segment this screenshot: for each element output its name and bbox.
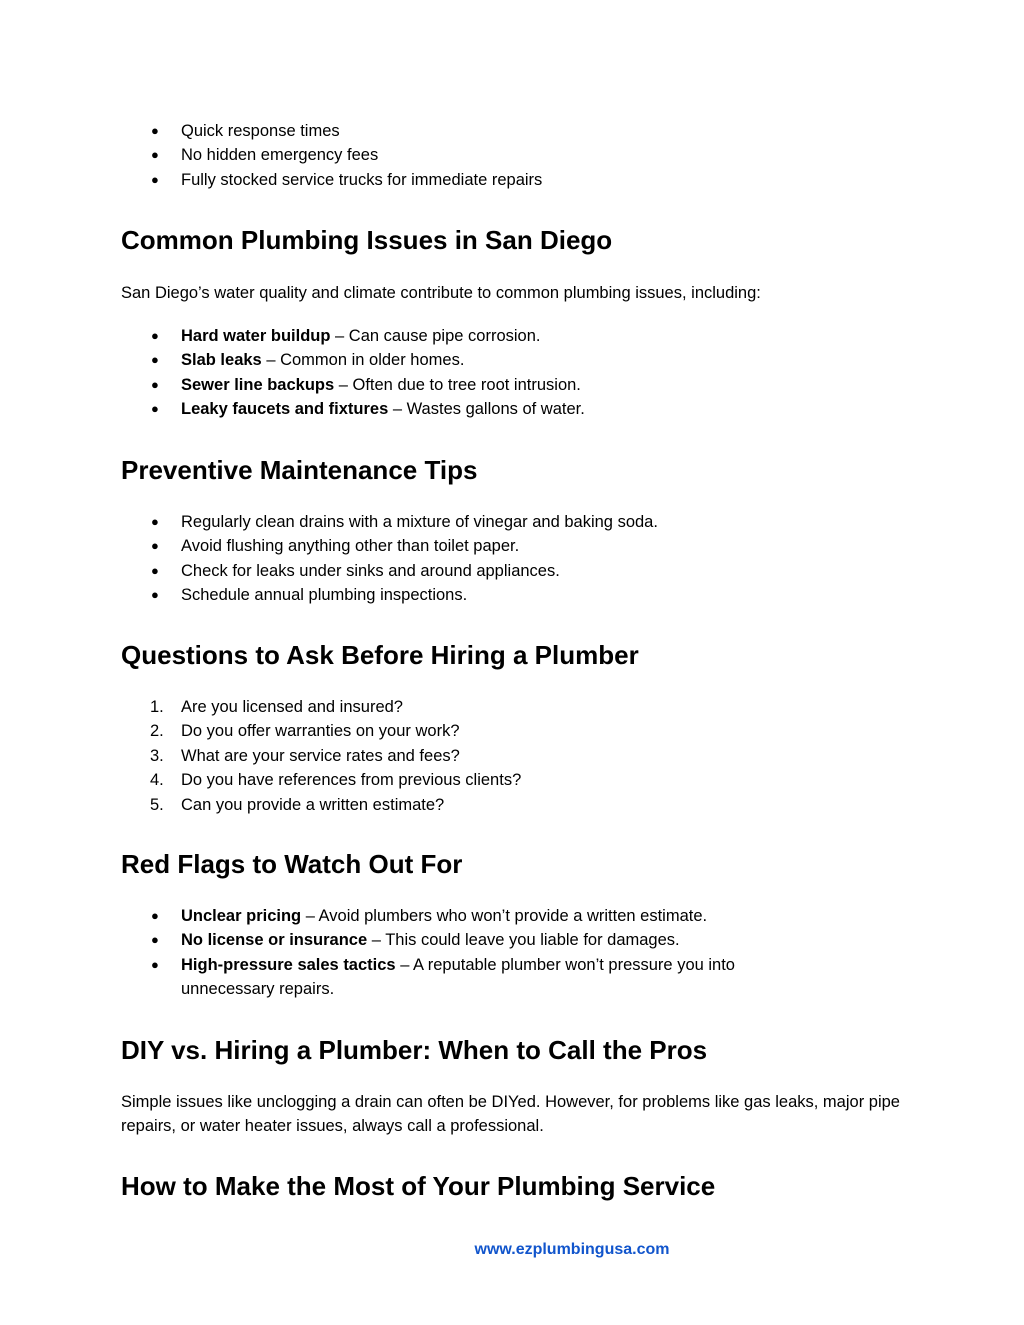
list-item — [0, 744, 831, 768]
list-item-text: Are you licensed and insured? — [181, 698, 403, 716]
list-item-text: Check for leaks under sinks and around appliances. — [181, 561, 560, 580]
list-item-text: – This could leave you liable for damages. — [367, 931, 680, 950]
list-item — [0, 143, 831, 167]
bullet-icon: ● — [151, 328, 159, 343]
list-item-text: What are your service rates and fees? — [181, 746, 460, 765]
diy-paragraph: Simple issues like unclogging a drain can often be DIYed. However, for problems like gas leaks, major pipe repairs, or water heater issues, always call a professional. — [121, 1093, 900, 1136]
bullet-icon: ● — [151, 352, 159, 368]
section-heading-make-most: How to Make the Most of Your Plumbing Service — [121, 1171, 716, 1201]
list-item — [0, 119, 831, 143]
section-heading-maintenance: Preventive Maintenance Tips — [121, 455, 478, 485]
list-item — [0, 348, 831, 372]
list-item — [0, 719, 831, 743]
list-number: 2. — [150, 722, 164, 741]
list-item-text: No hidden emergency fees — [181, 146, 379, 165]
list-item-term: Leaky faucets and fixtures — [181, 400, 389, 419]
list-item-text: – Common in older homes. — [261, 351, 465, 370]
list-item — [0, 904, 831, 928]
list-item-text: – Can cause pipe corrosion. — [330, 327, 541, 345]
list-item — [0, 768, 831, 792]
section-heading-diy: DIY vs. Hiring a Plumber: When to Call the Pros — [121, 1035, 708, 1065]
list-item-text: Avoid flushing anything other than toilet paper. — [181, 537, 520, 556]
intro-bullet-list — [0, 119, 831, 192]
list-item-text: – Wastes gallons of water. — [388, 400, 585, 419]
maintenance-list — [0, 510, 831, 608]
list-item-text: Can you provide a written estimate? — [181, 795, 445, 814]
list-item-text: Schedule annual plumbing inspections. — [181, 586, 468, 605]
bullet-icon: ● — [151, 401, 159, 417]
bullet-icon: ● — [151, 908, 159, 923]
list-item — [0, 397, 831, 421]
list-item-text: – A reputable plumber won’t pressure you into unnecessary repairs. — [181, 955, 735, 999]
list-item-text: Fully stocked service trucks for immediate repairs — [181, 170, 543, 189]
list-number: 5. — [150, 795, 164, 814]
bullet-icon: ● — [151, 562, 159, 578]
list-item-text: Quick response times — [181, 122, 340, 140]
list-item — [0, 559, 831, 583]
section-heading-questions: Questions to Ask Before Hiring a Plumber — [121, 640, 639, 670]
section-heading-red-flags: Red Flags to Watch Out For — [121, 849, 463, 879]
list-item-text: Do you offer warranties on your work? — [181, 722, 460, 741]
list-item-term: Unclear pricing — [181, 907, 302, 925]
red-flags-list — [0, 904, 831, 1002]
list-item — [0, 953, 831, 1002]
list-item — [0, 928, 831, 952]
bullet-icon: ● — [151, 123, 159, 138]
list-item-text: – Avoid plumbers who won’t provide a written estimate. — [301, 907, 708, 925]
list-item — [0, 324, 831, 348]
list-item-text: – Often due to tree root intrusion. — [334, 375, 581, 394]
list-item-term: Slab leaks — [181, 351, 262, 370]
list-item — [0, 695, 831, 719]
list-item — [0, 168, 831, 192]
bullet-icon: ● — [151, 956, 159, 972]
list-item-term: High-pressure sales tactics — [181, 955, 396, 974]
list-item-term: No license or insurance — [181, 931, 368, 950]
common-issues-list — [0, 324, 831, 422]
list-item-term: Hard water buildup — [181, 327, 331, 345]
bullet-icon: ● — [151, 538, 159, 554]
bullet-icon: ● — [151, 932, 159, 948]
list-item — [0, 373, 831, 397]
bullet-icon: ● — [151, 171, 159, 187]
common-issues-intro: San Diego’s water quality and climate contribute to common plumbing issues, including: — [121, 284, 761, 302]
bullet-icon: ● — [151, 147, 159, 163]
list-item — [0, 583, 831, 607]
list-item — [0, 534, 831, 558]
list-item — [0, 510, 831, 534]
questions-numbered-list — [0, 695, 831, 817]
bullet-icon: ● — [151, 376, 159, 392]
bullet-icon: ● — [151, 514, 159, 529]
list-number: 4. — [150, 771, 164, 790]
list-item — [0, 793, 831, 817]
bullet-icon: ● — [151, 587, 159, 603]
section-heading-common-issues: Common Plumbing Issues in San Diego — [121, 225, 613, 255]
list-item-text: Regularly clean drains with a mixture of vinegar and baking soda. — [181, 513, 658, 531]
list-number: 3. — [150, 746, 164, 765]
list-item-term: Sewer line backups — [181, 375, 335, 394]
website-footer-link[interactable]: www.ezplumbingusa.com — [474, 1241, 670, 1258]
list-item-text: Do you have references from previous clients? — [181, 771, 522, 790]
list-number: 1. — [150, 698, 164, 716]
